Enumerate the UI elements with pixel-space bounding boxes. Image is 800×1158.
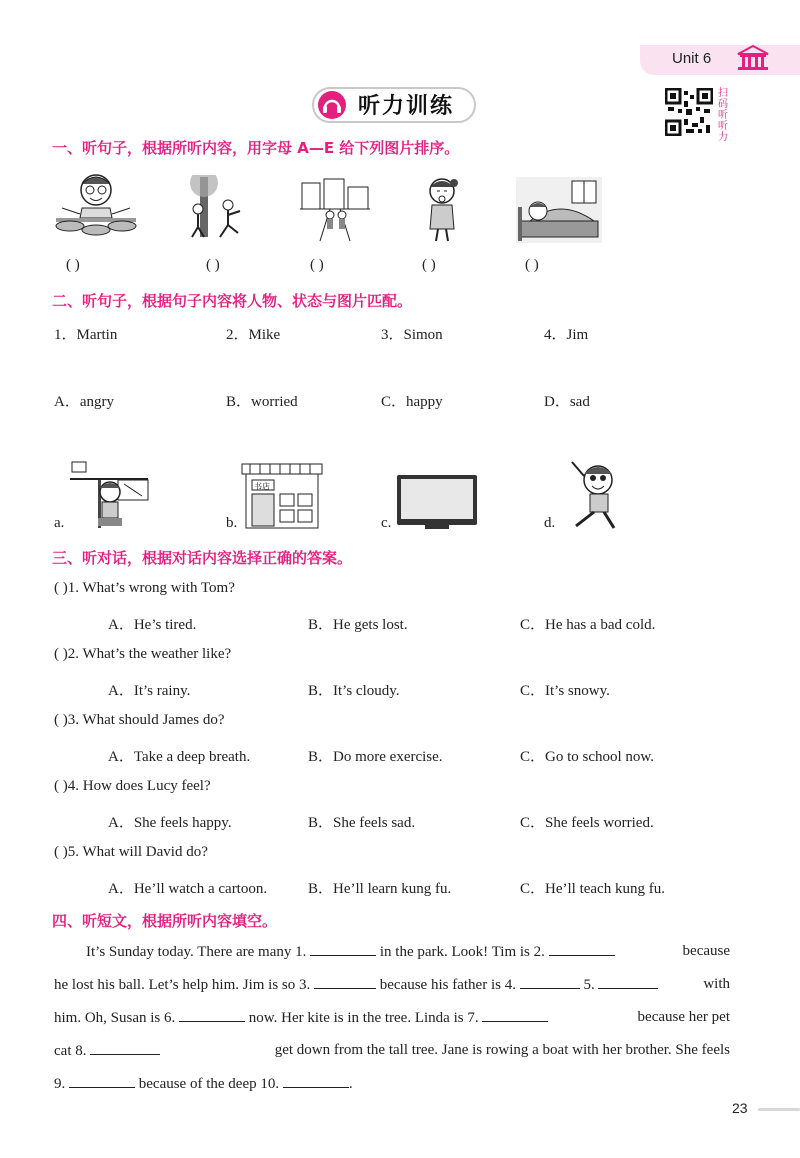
person-2: 2．Mike — [226, 327, 281, 343]
q3-option-c: C．Go to school now. — [520, 749, 655, 765]
state-d: D．sad — [544, 394, 590, 410]
passage-text: because of the deep 10. — [135, 1076, 280, 1092]
q1-option-a: A．He’s tired. — [108, 617, 197, 633]
part1-answer-1[interactable]: ( ) — [66, 257, 80, 273]
q1-option-b: B．He gets lost. — [308, 617, 408, 633]
passage-text: because — [682, 943, 730, 959]
picture-a-boy-waiting — [68, 458, 150, 530]
q2-option-c: C．It’s snowy. — [520, 683, 610, 699]
state-a: A．angry — [54, 394, 114, 410]
part4-heading: 四、听短文，根据所听内容填空。 — [52, 912, 278, 930]
q3-option-b: B．Do more exercise. — [308, 749, 443, 765]
blank-3[interactable] — [314, 976, 376, 989]
question-3[interactable]: ( )3. What should James do? — [54, 712, 225, 728]
passage-text: because his father is 4. — [376, 977, 516, 993]
passage-text: get down from the tall tree. Jane is rowing a boat with her brother. She feels — [274, 1042, 730, 1058]
blank-5[interactable] — [598, 976, 658, 989]
bookstore-sign: 书店 — [254, 482, 270, 491]
state-c: C．happy — [381, 394, 443, 410]
passage-text: he lost his ball. Let’s help him. Jim is so 3. — [54, 977, 311, 993]
q4-option-b: B．She feels sad. — [308, 815, 416, 831]
blank-6[interactable] — [179, 1009, 245, 1022]
blank-8[interactable] — [90, 1042, 160, 1055]
picture-b-bookstore — [240, 460, 324, 530]
q5-option-a: A．He’ll watch a cartoon. — [108, 881, 268, 897]
part1-answer-2[interactable]: ( ) — [206, 257, 220, 273]
part1-answer-3[interactable]: ( ) — [310, 257, 324, 273]
passage-text: because her pet — [637, 1009, 730, 1025]
blank-2[interactable] — [549, 943, 615, 956]
picture-label-a: a. — [54, 515, 65, 531]
q3-option-a: A．Take a deep breath. — [108, 749, 251, 765]
part2-heading: 二、听句子，根据句子内容将人物、状态与图片匹配。 — [52, 292, 413, 310]
question-4[interactable]: ( )4. How does Lucy feel? — [54, 778, 211, 794]
question-2[interactable]: ( )2. What’s the weather like? — [54, 646, 232, 662]
picture-kids-street — [300, 175, 370, 243]
person-4: 4．Jim — [544, 327, 589, 343]
building-icon — [736, 44, 770, 72]
headphones-icon — [318, 91, 346, 119]
passage-text: It’s Sunday today. There are many 1. — [86, 944, 307, 960]
picture-label-d: d. — [544, 515, 556, 531]
q4-option-a: A．She feels happy. — [108, 815, 232, 831]
passage-text: now. Her kite is in the tree. Linda is 7. — [245, 1010, 479, 1026]
person-3: 3．Simon — [381, 327, 443, 343]
question-1[interactable]: ( )1. What’s wrong with Tom? — [54, 580, 235, 596]
q5-option-b: B．He’ll learn kung fu. — [308, 881, 452, 897]
q5-option-c: C．He’ll teach kung fu. — [520, 881, 665, 897]
passage-line-4 — [54, 1042, 730, 1060]
passage-line-5 — [54, 1075, 730, 1093]
passage-text: 5. — [579, 977, 595, 993]
part1-answer-4[interactable]: ( ) — [422, 257, 436, 273]
passage-text: him. Oh, Susan is 6. — [54, 1010, 176, 1026]
picture-label-c: c. — [381, 515, 392, 531]
part1-heading: 一、听句子，根据所听内容，用字母 A—E 给下列图片排序。 — [52, 139, 460, 157]
blank-4[interactable] — [520, 976, 580, 989]
passage-line-1 — [54, 943, 730, 961]
part3-heading: 三、听对话，根据对话内容选择正确的答案。 — [52, 549, 353, 567]
picture-d-boy-exercising — [566, 458, 624, 532]
q1-option-c: C．He has a bad cold. — [520, 617, 656, 633]
passage-text: in the park. Look! Tim is 2. — [376, 944, 545, 960]
blank-1[interactable] — [310, 943, 376, 956]
blank-7[interactable] — [482, 1009, 548, 1022]
blank-9[interactable] — [69, 1075, 135, 1088]
part1-answer-5[interactable]: ( ) — [525, 257, 539, 273]
passage-text: with — [703, 976, 730, 992]
passage-text: 9. — [54, 1076, 66, 1092]
q4-option-c: C．She feels worried. — [520, 815, 654, 831]
picture-boy-eating — [52, 168, 140, 242]
page-number: 23 — [732, 1100, 748, 1116]
state-b: B．worried — [226, 394, 298, 410]
qr-code-icon[interactable] — [665, 88, 713, 136]
passage-line-2 — [54, 976, 730, 994]
blank-10[interactable] — [283, 1075, 349, 1088]
picture-kids-running — [184, 175, 250, 243]
picture-girl-sick — [418, 175, 466, 243]
unit-tab — [640, 45, 800, 75]
question-5[interactable]: ( )5. What will David do? — [54, 844, 208, 860]
q2-option-a: A．It’s rainy. — [108, 683, 191, 699]
page-number-rule — [758, 1108, 800, 1111]
picture-child-in-bed — [516, 177, 602, 243]
picture-label-b: b. — [226, 515, 238, 531]
passage-text: cat 8. — [54, 1043, 87, 1059]
qr-label: 扫码听听力 — [718, 88, 728, 143]
unit-label: Unit 6 — [672, 50, 712, 67]
q2-option-b: B．It’s cloudy. — [308, 683, 400, 699]
section-title: 听力训练 — [358, 94, 455, 119]
passage-text: . — [348, 1076, 353, 1092]
passage-line-3 — [54, 1009, 730, 1027]
person-1: 1．Martin — [54, 327, 118, 343]
picture-c-tv — [395, 473, 479, 531]
